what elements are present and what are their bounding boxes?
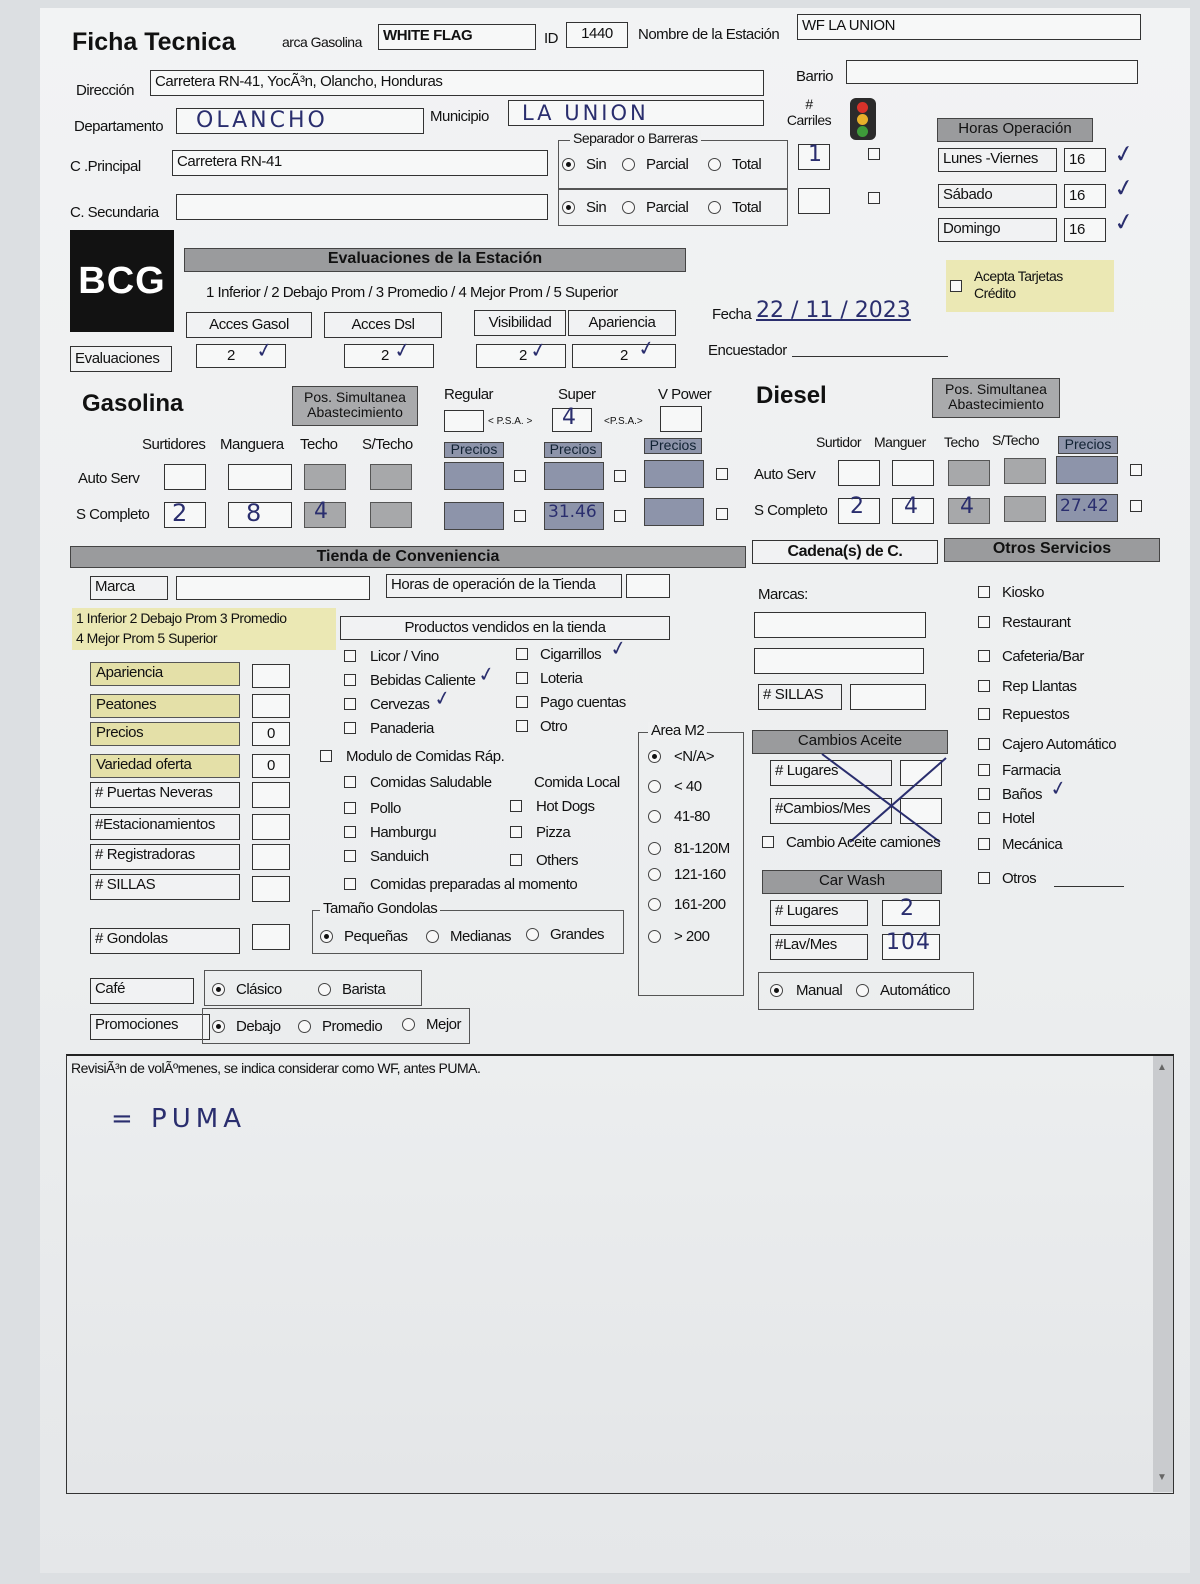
car-wash-header: Car Wash <box>762 870 942 894</box>
c-principal-label: C .Principal <box>70 158 141 175</box>
aceite-lugares-label: # Lugares <box>770 760 892 786</box>
area-gt200-label: > 200 <box>674 928 710 945</box>
horas-operacion-header: Horas Operación <box>937 118 1093 142</box>
id-field[interactable]: 1440 <box>566 22 628 48</box>
gas-completo-manguera-handwritten: 8 <box>246 499 265 527</box>
carriles-label: # Carriles <box>786 96 832 128</box>
check-mark: ✓ <box>608 634 629 662</box>
area-121-160-label: 121-160 <box>674 866 726 883</box>
cadena-header: Cadena(s) de C. <box>752 540 938 564</box>
col-surtidor: Surtidor <box>816 434 862 450</box>
gasolina-pos-simultanea[interactable]: Pos. Simultanea Abastecimiento <box>292 386 418 426</box>
rating-peatones-label: Peatones <box>90 694 240 718</box>
dsl-completo-price-handwritten: 27.42 <box>1060 496 1109 516</box>
dsl-auto-price[interactable] <box>1056 456 1118 484</box>
producto-bebidas-checkbox[interactable] <box>344 674 356 686</box>
otros-servicios-header: Otros Servicios <box>944 538 1160 562</box>
scroll-up-icon[interactable]: ▲ <box>1157 1062 1167 1073</box>
diesel-s-completo-label: S Completo <box>754 502 828 519</box>
servicio-otros-checkbox[interactable] <box>978 872 990 884</box>
gasolina-type-super: Super <box>558 386 596 403</box>
check-mark: ✓ <box>432 684 453 712</box>
dsl-auto-surtidor[interactable] <box>838 460 880 486</box>
col-manguera: Manguera <box>220 436 284 453</box>
fecha-handwritten: 22 / 11 / 2023 <box>756 298 911 323</box>
producto-bebidas-label: Bebidas Caliente <box>370 672 476 689</box>
super-psa-handwritten: 4 <box>562 405 579 430</box>
comida-others-label: Others <box>536 852 579 869</box>
check-mark: ✓ <box>1048 774 1069 802</box>
area-na-label: <N/A> <box>674 748 715 765</box>
check-mark: ✓ <box>636 334 657 362</box>
cw-automatico-label: Automático <box>880 982 951 999</box>
dsl-auto-techo[interactable] <box>948 460 990 486</box>
sep-secundaria-total-radio[interactable] <box>708 201 721 214</box>
gas-auto-vpower-price[interactable] <box>644 460 704 488</box>
count-gondolas-field[interactable] <box>252 924 290 950</box>
diesel-pos-simultanea[interactable]: Pos. Simultanea Abastecimiento <box>932 378 1060 418</box>
regular-psa-field[interactable] <box>444 410 484 432</box>
gasolina-title: Gasolina <box>82 390 184 417</box>
page-title: Ficha Tecnica <box>72 28 236 56</box>
cw-lav-handwritten: 104 <box>886 930 931 955</box>
separador-label: Separador o Barreras <box>570 130 701 146</box>
col-manguer: Manguer <box>874 434 926 450</box>
area-m2-group <box>638 732 744 996</box>
horas-domingo-label: Domingo <box>938 218 1057 242</box>
comida-hotdogs-checkbox[interactable] <box>510 800 522 812</box>
departamento-handwritten: OLANCHO <box>196 108 328 133</box>
dsl-completo-surtidor-handwritten: 2 <box>850 494 867 519</box>
servicio-restaurant-checkbox[interactable] <box>978 616 990 628</box>
visibilidad-score[interactable]: 2 <box>476 344 566 368</box>
promociones-label: Promociones <box>90 1014 210 1040</box>
cross-out-stroke <box>820 750 950 846</box>
servicio-banos-label: Baños <box>1002 786 1043 803</box>
tam-pequenas-label: Pequeñas <box>344 928 408 945</box>
gas-completo-techo-handwritten: 4 <box>314 499 331 524</box>
rating-variedad-label: Variedad oferta <box>90 754 240 778</box>
tam-grandes-radio[interactable] <box>526 928 539 941</box>
bcg-logo: BCG <box>70 230 174 332</box>
servicio-repuestos-checkbox[interactable] <box>978 708 990 720</box>
sep-principal-sin-radio[interactable] <box>562 158 575 171</box>
tienda-header: Tienda de Conveniencia <box>70 546 746 568</box>
area-41-80-radio[interactable] <box>648 810 661 823</box>
promo-promedio-radio[interactable] <box>298 1020 311 1033</box>
aceite-camiones-checkbox[interactable] <box>762 836 774 848</box>
check-mark: ✓ <box>528 336 549 364</box>
tienda-scale-line1: 1 Inferior 2 Debajo Prom 3 Promedio <box>76 610 287 626</box>
marca-gasolina-label: arca Gasolina <box>282 34 362 50</box>
comidas-saludable-label: Comidas Saludable <box>370 774 492 791</box>
gas-completo-stecho[interactable] <box>370 502 412 528</box>
servicio-banos-checkbox[interactable] <box>978 788 990 800</box>
check-mark: ✓ <box>1111 206 1137 238</box>
gas-auto-super-checkbox[interactable] <box>614 470 626 482</box>
col-techo: Techo <box>944 434 979 450</box>
gas-auto-stecho[interactable] <box>370 464 412 490</box>
col-surtidores: Surtidores <box>142 436 206 453</box>
gas-completo-surtidores-handwritten: 2 <box>172 499 191 527</box>
precios-super-header: Precios <box>544 442 602 458</box>
encuestador-line[interactable] <box>792 356 948 357</box>
cw-manual-label: Manual <box>796 982 843 999</box>
horas-lunes-field[interactable]: 16 <box>1064 148 1106 172</box>
comida-hotdogs-label: Hot Dogs <box>536 798 595 815</box>
comidas-preparadas-label: Comidas preparadas al momento <box>370 876 578 893</box>
barrio-label: Barrio <box>796 68 834 85</box>
cafe-clasico-label: Clásico <box>236 981 282 998</box>
servicio-restaurant-label: Restaurant <box>1002 614 1071 631</box>
servicio-repuestos-label: Repuestos <box>1002 706 1070 723</box>
diesel-auto-serv-label: Auto Serv <box>754 466 816 483</box>
c-principal-field[interactable]: Carretera RN-41 <box>172 150 548 176</box>
servicio-otros-line[interactable] <box>1054 886 1124 887</box>
area-m2-label: Area M2 <box>648 722 707 739</box>
sep-option-sin: Sin <box>586 156 607 173</box>
rating-precios-label: Precios <box>90 722 240 746</box>
cw-automatico-radio[interactable] <box>856 984 869 997</box>
count-registradoras-field[interactable] <box>252 844 290 870</box>
producto-pago-checkbox[interactable] <box>516 696 528 708</box>
servicio-mecanica-label: Mecánica <box>1002 836 1063 853</box>
check-mark: ✓ <box>392 336 413 364</box>
encuestador-label: Encuestador <box>708 342 787 359</box>
area-gt200-radio[interactable] <box>648 930 661 943</box>
precios-regular-header: Precios <box>444 442 504 458</box>
tam-medianas-radio[interactable] <box>426 930 439 943</box>
count-estacionamientos-label: #Estacionamientos <box>90 814 240 840</box>
sep-secundaria-sin-radio[interactable] <box>562 201 575 214</box>
semaforo-principal-checkbox[interactable] <box>868 148 880 160</box>
comida-sanduich-label: Sanduich <box>370 848 429 865</box>
servicio-llantas-checkbox[interactable] <box>978 680 990 692</box>
tam-grandes-label: Grandes <box>550 926 605 943</box>
servicio-kiosko-checkbox[interactable] <box>978 586 990 598</box>
c-secundaria-label: C. Secundaria <box>70 204 159 221</box>
carriles-principal-handwritten: 1 <box>808 142 825 167</box>
dsl-auto-checkbox[interactable] <box>1130 464 1142 476</box>
tamano-gondolas-label: Tamaño Gondolas <box>320 900 440 917</box>
acces-dsl-score[interactable]: 2 <box>344 344 434 368</box>
apariencia-score[interactable]: 2 <box>572 344 676 368</box>
producto-cervezas-label: Cervezas <box>370 696 430 713</box>
producto-panaderia-label: Panaderia <box>370 720 434 737</box>
servicio-farmacia-label: Farmacia <box>1002 762 1061 779</box>
rating-peatones-field[interactable] <box>252 694 290 718</box>
promo-mejor-label: Mejor <box>426 1016 462 1033</box>
check-mark: ✓ <box>254 336 275 364</box>
promo-debajo-label: Debajo <box>236 1018 281 1035</box>
servicio-cajero-label: Cajero Automático <box>1002 736 1117 753</box>
sep-option-parcial: Parcial <box>646 156 689 173</box>
area-161-200-label: 161-200 <box>674 896 726 913</box>
cafe-barista-label: Barista <box>342 981 386 998</box>
direccion-field[interactable]: Carretera RN-41, YocÃ³n, Olancho, Honduras <box>150 70 764 96</box>
cw-lugares-handwritten: 2 <box>900 896 917 921</box>
servicio-cafeteria-label: Cafeteria/Bar <box>1002 648 1084 665</box>
producto-loteria-checkbox[interactable] <box>516 672 528 684</box>
acces-gasol-button[interactable]: Acces Gasol <box>186 312 312 338</box>
municipio-label: Municipio <box>430 108 489 125</box>
aceite-camiones-label: Cambio Aceite camiones <box>786 834 941 851</box>
comida-pollo-checkbox[interactable] <box>344 802 356 814</box>
acces-dsl-button[interactable]: Acces Dsl <box>324 312 442 338</box>
psa-label: <P.S.A.> <box>604 416 643 427</box>
servicio-cafeteria-checkbox[interactable] <box>978 650 990 662</box>
horas-lunes-label: Lunes -Viernes <box>938 148 1057 172</box>
area-161-200-radio[interactable] <box>648 898 661 911</box>
nombre-estacion-field[interactable]: WF LA UNION <box>797 14 1141 40</box>
form-sheet <box>40 8 1190 1573</box>
area-lt40-radio[interactable] <box>648 780 661 793</box>
count-puertas-field[interactable] <box>252 782 290 808</box>
dsl-completo-techo-handwritten: 4 <box>960 494 977 519</box>
evaluaciones-header: Evaluaciones de la Estación <box>184 248 686 272</box>
marca-label: Marca <box>90 576 168 600</box>
dsl-completo-manguer-handwritten: 4 <box>904 494 921 519</box>
gas-auto-manguera[interactable] <box>228 464 292 490</box>
gasolina-s-completo-label: S Completo <box>76 506 150 523</box>
direccion-label: Dirección <box>76 82 135 99</box>
col-techo: Techo <box>300 436 338 453</box>
notes-textarea[interactable] <box>66 1054 1174 1494</box>
productos-header: Productos vendidos en la tienda <box>340 616 670 640</box>
carriles-secundaria-field[interactable] <box>798 188 830 214</box>
cadena-sillas-label: # SILLAS <box>758 684 842 710</box>
servicio-mecanica-checkbox[interactable] <box>978 838 990 850</box>
barrio-field[interactable] <box>846 60 1138 84</box>
area-121-160-radio[interactable] <box>648 868 661 881</box>
aceite-cambios-label: #Cambios/Mes <box>770 798 892 824</box>
nombre-estacion-label: Nombre de la Estación <box>638 26 780 43</box>
servicio-hotel-checkbox[interactable] <box>978 812 990 824</box>
gasolina-type-vpower: V Power <box>658 386 712 403</box>
horas-domingo-field[interactable]: 16 <box>1064 218 1106 242</box>
cadena-sillas-field[interactable] <box>850 684 926 710</box>
municipio-handwritten: LA UNION <box>522 101 649 125</box>
tienda-scale-line2: 4 Mejor Prom 5 Superior <box>76 630 218 646</box>
comida-hamburgu-checkbox[interactable] <box>344 826 356 838</box>
gas-completo-regular-price[interactable] <box>444 502 504 530</box>
rating-apariencia-field[interactable] <box>252 664 290 688</box>
departamento-label: Departamento <box>74 118 164 135</box>
area-81-120-radio[interactable] <box>648 842 661 855</box>
modulo-comidas-label: Modulo de Comidas Ráp. <box>346 748 505 765</box>
sep-option-total: Total <box>732 156 762 173</box>
gasolina-type-regular: Regular <box>444 386 494 403</box>
evaluaciones-label: Evaluaciones <box>70 346 172 372</box>
notes-handwritten: = PUMA <box>111 1104 246 1134</box>
gas-auto-techo[interactable] <box>304 464 346 490</box>
rating-precios-field[interactable]: 0 <box>252 722 290 746</box>
scroll-down-icon[interactable]: ▼ <box>1157 1472 1167 1483</box>
sep-principal-parcial-radio[interactable] <box>622 158 635 171</box>
gas-auto-super-price[interactable] <box>544 462 604 490</box>
servicio-llantas-label: Rep Llantas <box>1002 678 1077 695</box>
count-registradoras-label: # Registradoras <box>90 844 240 870</box>
cw-lugares-label: # Lugares <box>770 900 868 926</box>
count-sillas-field[interactable] <box>252 876 290 902</box>
promo-mejor-radio[interactable] <box>402 1018 415 1031</box>
cafe-label: Café <box>90 978 194 1004</box>
producto-licor-label: Licor / Vino <box>370 648 439 665</box>
gasolina-auto-serv-label: Auto Serv <box>78 470 140 487</box>
comida-local-label: Comida Local <box>534 774 620 791</box>
horas-sabado-label: Sábado <box>938 184 1057 208</box>
promo-promedio-label: Promedio <box>322 1018 383 1035</box>
dsl-auto-stecho[interactable] <box>1004 458 1046 484</box>
producto-cervezas-checkbox[interactable] <box>344 698 356 710</box>
marca-gasolina-field[interactable]: WHITE FLAG <box>378 24 536 50</box>
gas-completo-regular-checkbox[interactable] <box>514 510 526 522</box>
tarjetas-checkbox[interactable] <box>950 280 962 292</box>
servicio-cajero-checkbox[interactable] <box>978 738 990 750</box>
tam-pequenas-radio[interactable] <box>320 930 333 943</box>
sep-secundaria-parcial-radio[interactable] <box>622 201 635 214</box>
area-81-120-label: 81-120M <box>674 840 730 857</box>
notes-scrollbar[interactable] <box>1153 1056 1173 1492</box>
count-puertas-label: # Puertas Neveras <box>90 782 240 808</box>
sep-principal-total-radio[interactable] <box>708 158 721 171</box>
vpower-psa-field[interactable] <box>660 406 702 432</box>
rating-apariencia-label: Apariencia <box>90 662 240 686</box>
c-secundaria-field[interactable] <box>176 194 548 220</box>
evaluaciones-scale: 1 Inferior / 2 Debajo Prom / 3 Promedio / 4 Mejor Prom / 5 Superior <box>206 284 618 301</box>
gas-completo-vpower-checkbox[interactable] <box>716 508 728 520</box>
check-mark: ✓ <box>1111 138 1137 170</box>
comida-pollo-label: Pollo <box>370 800 401 817</box>
count-gondolas-label: # Gondolas <box>90 928 240 954</box>
promo-debajo-radio[interactable] <box>212 1020 225 1033</box>
visibilidad-button[interactable]: Visibilidad <box>474 310 566 336</box>
horas-tienda-field[interactable] <box>626 574 670 598</box>
servicio-kiosko-label: Kiosko <box>1002 584 1045 601</box>
precios-vpower-header: Precios <box>644 438 702 454</box>
col-stecho: S/Techo <box>362 436 413 453</box>
producto-loteria-label: Loteria <box>540 670 583 687</box>
diesel-title: Diesel <box>756 382 827 409</box>
comida-hamburgu-label: Hamburgu <box>370 824 437 841</box>
marcas-field-2[interactable] <box>754 648 924 674</box>
producto-otro-checkbox[interactable] <box>516 720 528 732</box>
marca-field[interactable] <box>176 576 370 600</box>
cafe-barista-radio[interactable] <box>318 983 331 996</box>
acces-gasol-score[interactable]: 2 <box>196 344 286 368</box>
marcas-field-1[interactable] <box>754 612 926 638</box>
sep-option-total: Total <box>732 199 762 216</box>
comida-others-checkbox[interactable] <box>510 854 522 866</box>
producto-cigarrillos-label: Cigarrillos <box>540 646 602 663</box>
horas-sabado-field[interactable]: 16 <box>1064 184 1106 208</box>
precios-diesel-header: Precios <box>1058 436 1118 454</box>
id-label: ID <box>544 30 558 47</box>
marcas-label: Marcas: <box>758 586 808 603</box>
semaforo-secundaria-checkbox[interactable] <box>868 192 880 204</box>
sep-option-parcial: Parcial <box>646 199 689 216</box>
gas-auto-vpower-checkbox[interactable] <box>716 468 728 480</box>
check-mark: ✓ <box>476 660 497 688</box>
count-estacionamientos-field[interactable] <box>252 814 290 840</box>
servicio-hotel-label: Hotel <box>1002 810 1035 827</box>
dsl-auto-manguer[interactable] <box>892 460 934 486</box>
servicio-farmacia-checkbox[interactable] <box>978 764 990 776</box>
cw-lav-label: #Lav/Mes <box>770 934 868 960</box>
count-sillas-label: # SILLAS <box>90 874 240 900</box>
producto-pago-label: Pago cuentas <box>540 694 626 711</box>
comida-sanduich-checkbox[interactable] <box>344 850 356 862</box>
area-41-80-label: 41-80 <box>674 808 710 825</box>
gas-auto-surtidores[interactable] <box>164 464 206 490</box>
producto-cigarrillos-checkbox[interactable] <box>516 648 528 660</box>
traffic-light-icon <box>850 98 876 140</box>
notes-text: RevisiÃ³n de volÃºmenes, se indica considerar como WF, antes PUMA. <box>71 1060 481 1076</box>
dsl-completo-stecho[interactable] <box>1004 496 1046 522</box>
tarjetas-label: Acepta Tarjetas Crédito <box>974 268 1063 301</box>
gas-completo-super-handwritten: 31.46 <box>548 502 597 522</box>
comidas-preparadas-checkbox[interactable] <box>344 878 356 890</box>
comida-pizza-checkbox[interactable] <box>510 826 522 838</box>
modulo-comidas-checkbox[interactable] <box>320 750 332 762</box>
producto-licor-checkbox[interactable] <box>344 650 356 662</box>
dsl-completo-checkbox[interactable] <box>1130 500 1142 512</box>
gas-auto-regular-checkbox[interactable] <box>514 470 526 482</box>
cw-manual-radio[interactable] <box>770 984 783 997</box>
gas-auto-regular-price[interactable] <box>444 462 504 490</box>
horas-tienda-label: Horas de operación de la Tienda <box>386 574 622 598</box>
gas-completo-super-checkbox[interactable] <box>614 510 626 522</box>
rating-variedad-field[interactable]: 0 <box>252 754 290 778</box>
psa-label: < P.S.A. > <box>488 416 533 427</box>
cafe-clasico-radio[interactable] <box>212 983 225 996</box>
comida-pizza-label: Pizza <box>536 824 571 841</box>
fecha-label: Fecha <box>712 306 752 323</box>
check-mark: ✓ <box>1111 172 1137 204</box>
gas-completo-vpower-price[interactable] <box>644 498 704 526</box>
area-lt40-label: < 40 <box>674 778 702 795</box>
cambios-aceite-header: Cambios Aceite <box>752 730 948 754</box>
area-na-radio[interactable] <box>648 750 661 763</box>
producto-panaderia-checkbox[interactable] <box>344 722 356 734</box>
servicio-otros-label: Otros <box>1002 870 1037 887</box>
comidas-saludable-checkbox[interactable] <box>344 776 356 788</box>
tam-medianas-label: Medianas <box>450 928 512 945</box>
apariencia-button[interactable]: Apariencia <box>568 310 676 336</box>
sep-option-sin: Sin <box>586 199 607 216</box>
producto-otro-label: Otro <box>540 718 568 735</box>
col-stecho: S/Techo <box>992 432 1040 448</box>
